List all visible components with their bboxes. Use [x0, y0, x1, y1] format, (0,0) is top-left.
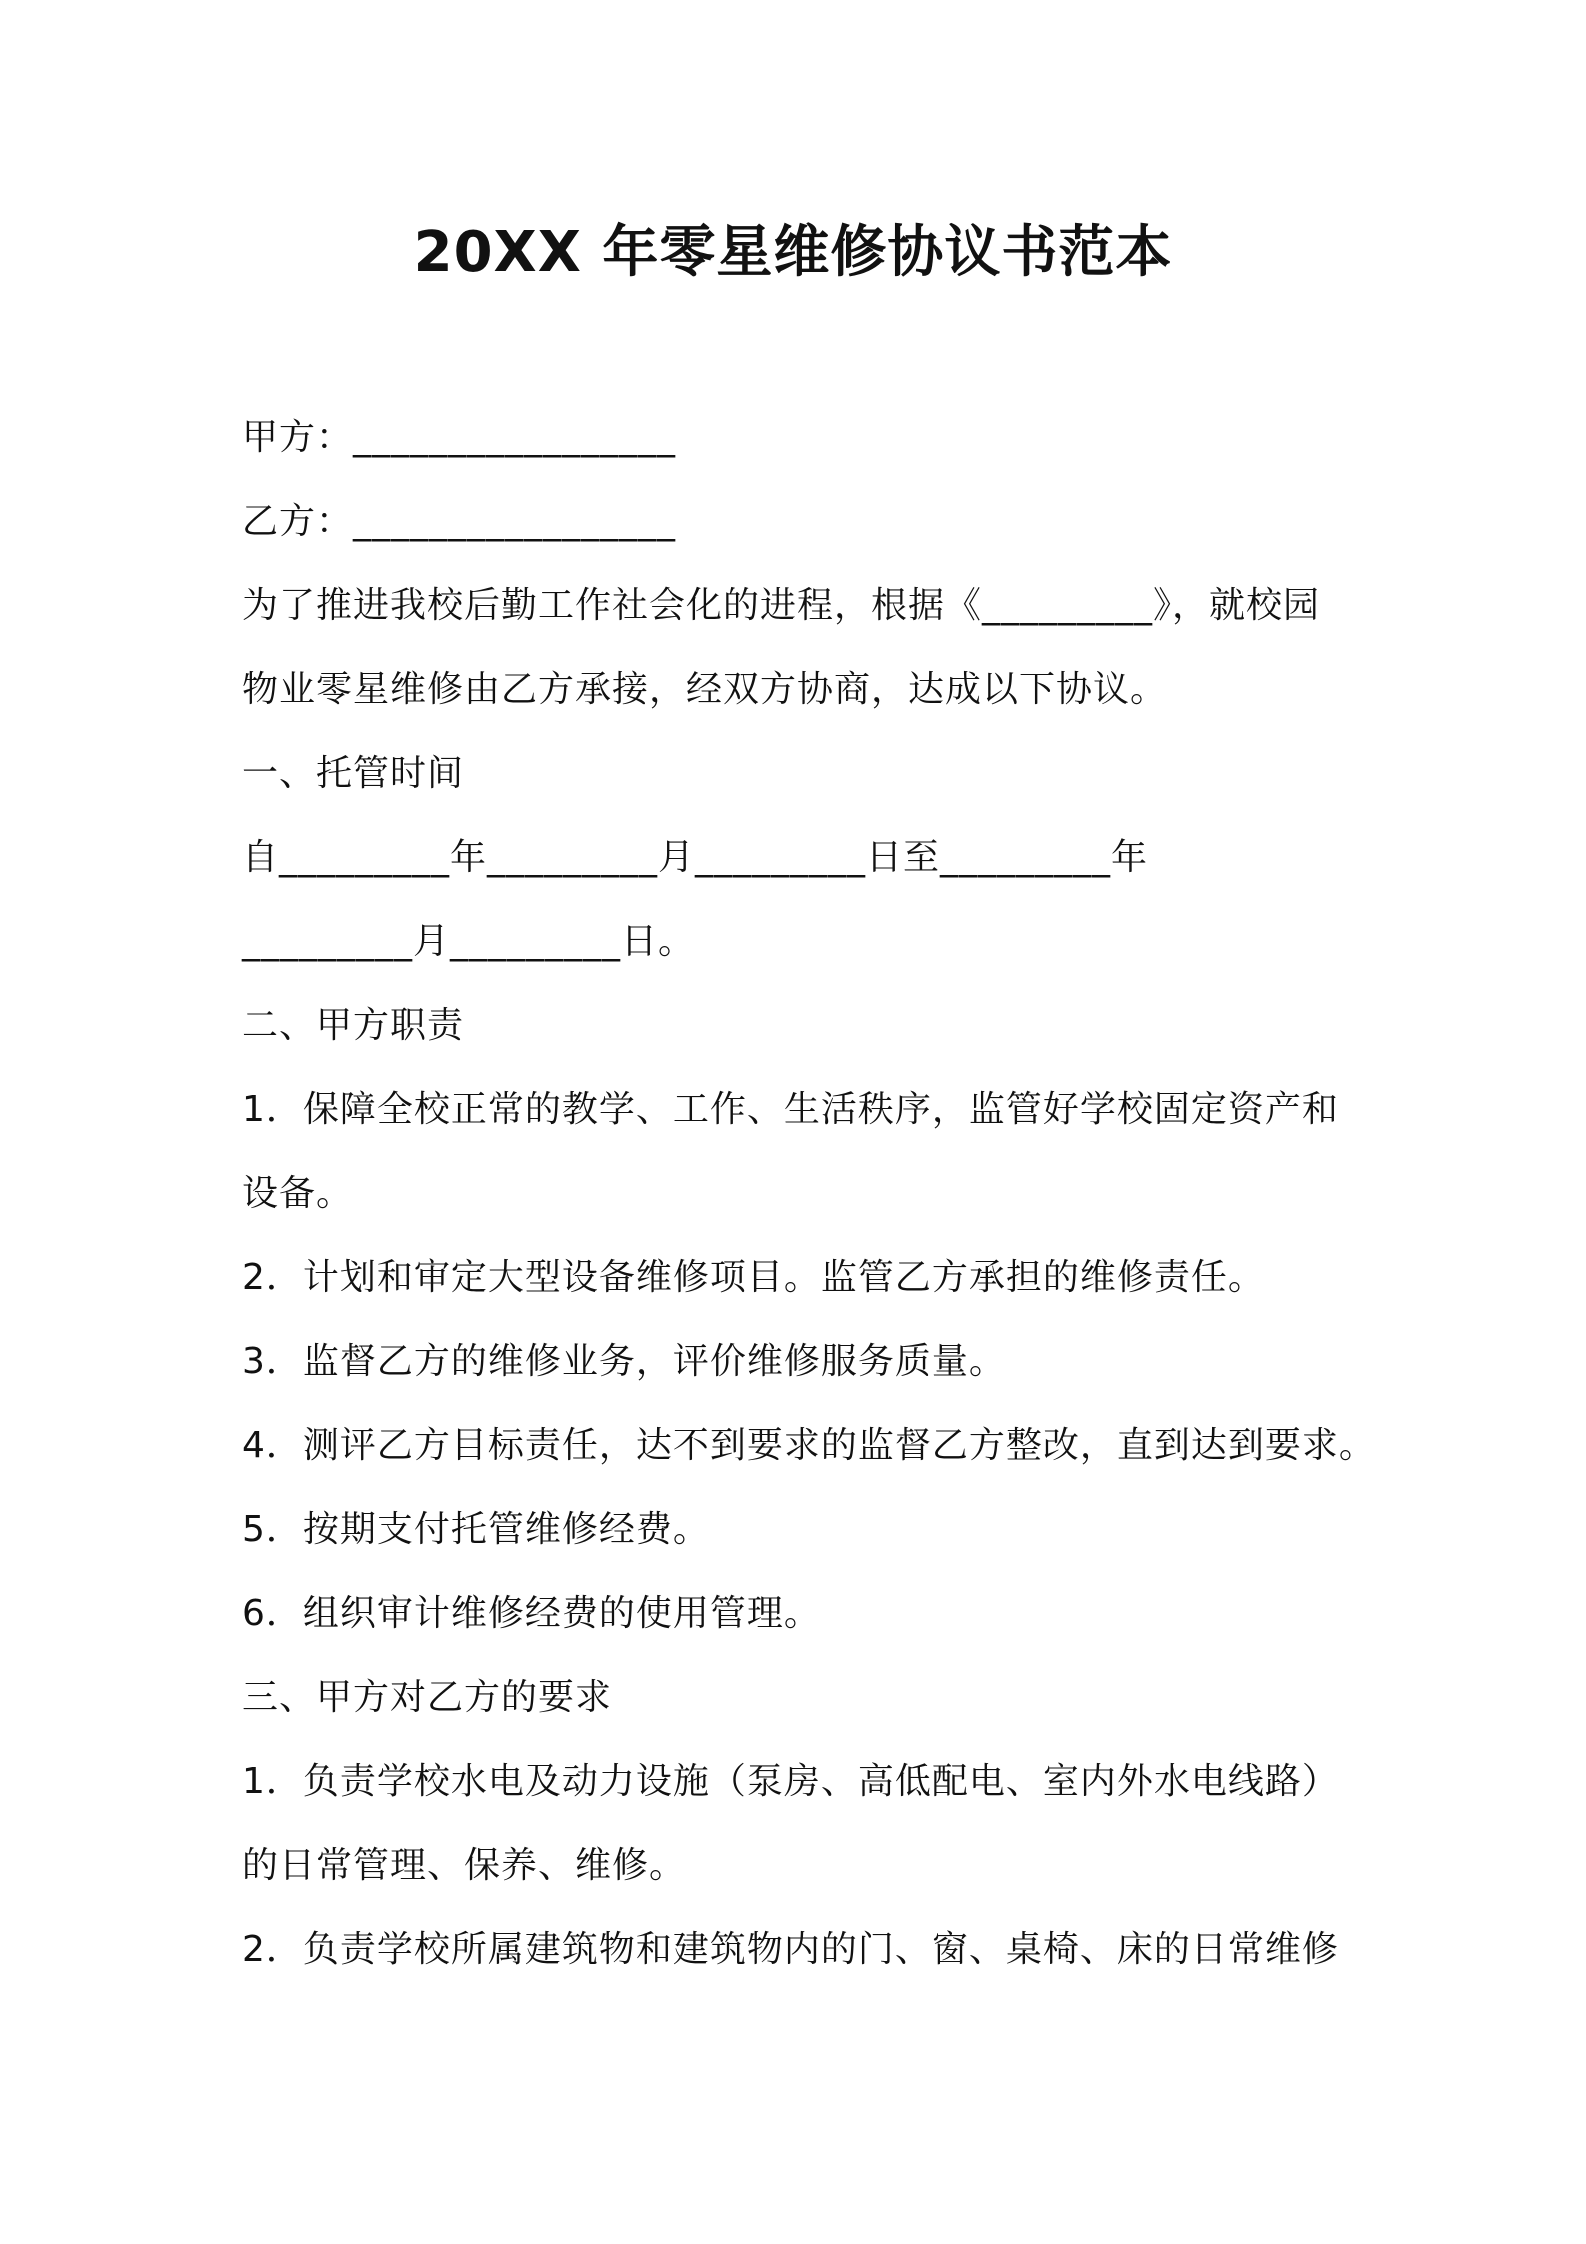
intro-paragraph-line-1: 为了推进我校后勤工作社会化的进程，根据《_________》，就校园: [242, 585, 1321, 626]
section-heading-1: 一、托管时间: [242, 753, 465, 794]
term-line-1: 自_________年_________月_________日至_________年: [242, 837, 1149, 878]
requirement-item-2-line-1: 2．负责学校所属建筑物和建筑物内的门、窗、桌椅、床的日常维修: [242, 1929, 1339, 1970]
duty-item-2: 2．计划和审定大型设备维修项目。监管乙方承担的维修责任。: [242, 1257, 1265, 1298]
duty-item-6: 6．组织审计维修经费的使用管理。: [242, 1593, 821, 1634]
section-heading-2: 二、甲方职责: [242, 1005, 465, 1046]
duty-item-1-line-1: 1．保障全校正常的教学、工作、生活秩序，监管好学校固定资产和: [242, 1089, 1339, 1130]
duty-item-1-line-2: 设备。: [242, 1173, 354, 1214]
requirement-item-1-line-1: 1．负责学校水电及动力设施（泵房、高低配电、室内外水电线路）: [242, 1761, 1339, 1802]
party-a-line: 甲方：_________________: [242, 417, 677, 458]
intro-paragraph-line-2: 物业零星维修由乙方承接，经双方协商，达成以下协议。: [242, 669, 1168, 710]
duty-item-4: 4．测评乙方目标责任，达不到要求的监督乙方整改，直到达到要求。: [242, 1425, 1376, 1466]
duty-item-5: 5．按期支付托管维修经费。: [242, 1509, 710, 1550]
document-title: 20XX 年零星维修协议书范本: [413, 220, 1173, 285]
term-line-2: _________月_________日。: [242, 921, 696, 962]
duty-item-3: 3．监督乙方的维修业务，评价维修服务质量。: [242, 1341, 1006, 1382]
requirement-item-1-line-2: 的日常管理、保养、维修。: [242, 1845, 687, 1886]
section-heading-3: 三、甲方对乙方的要求: [242, 1677, 613, 1718]
party-b-line: 乙方：_________________: [242, 501, 677, 542]
